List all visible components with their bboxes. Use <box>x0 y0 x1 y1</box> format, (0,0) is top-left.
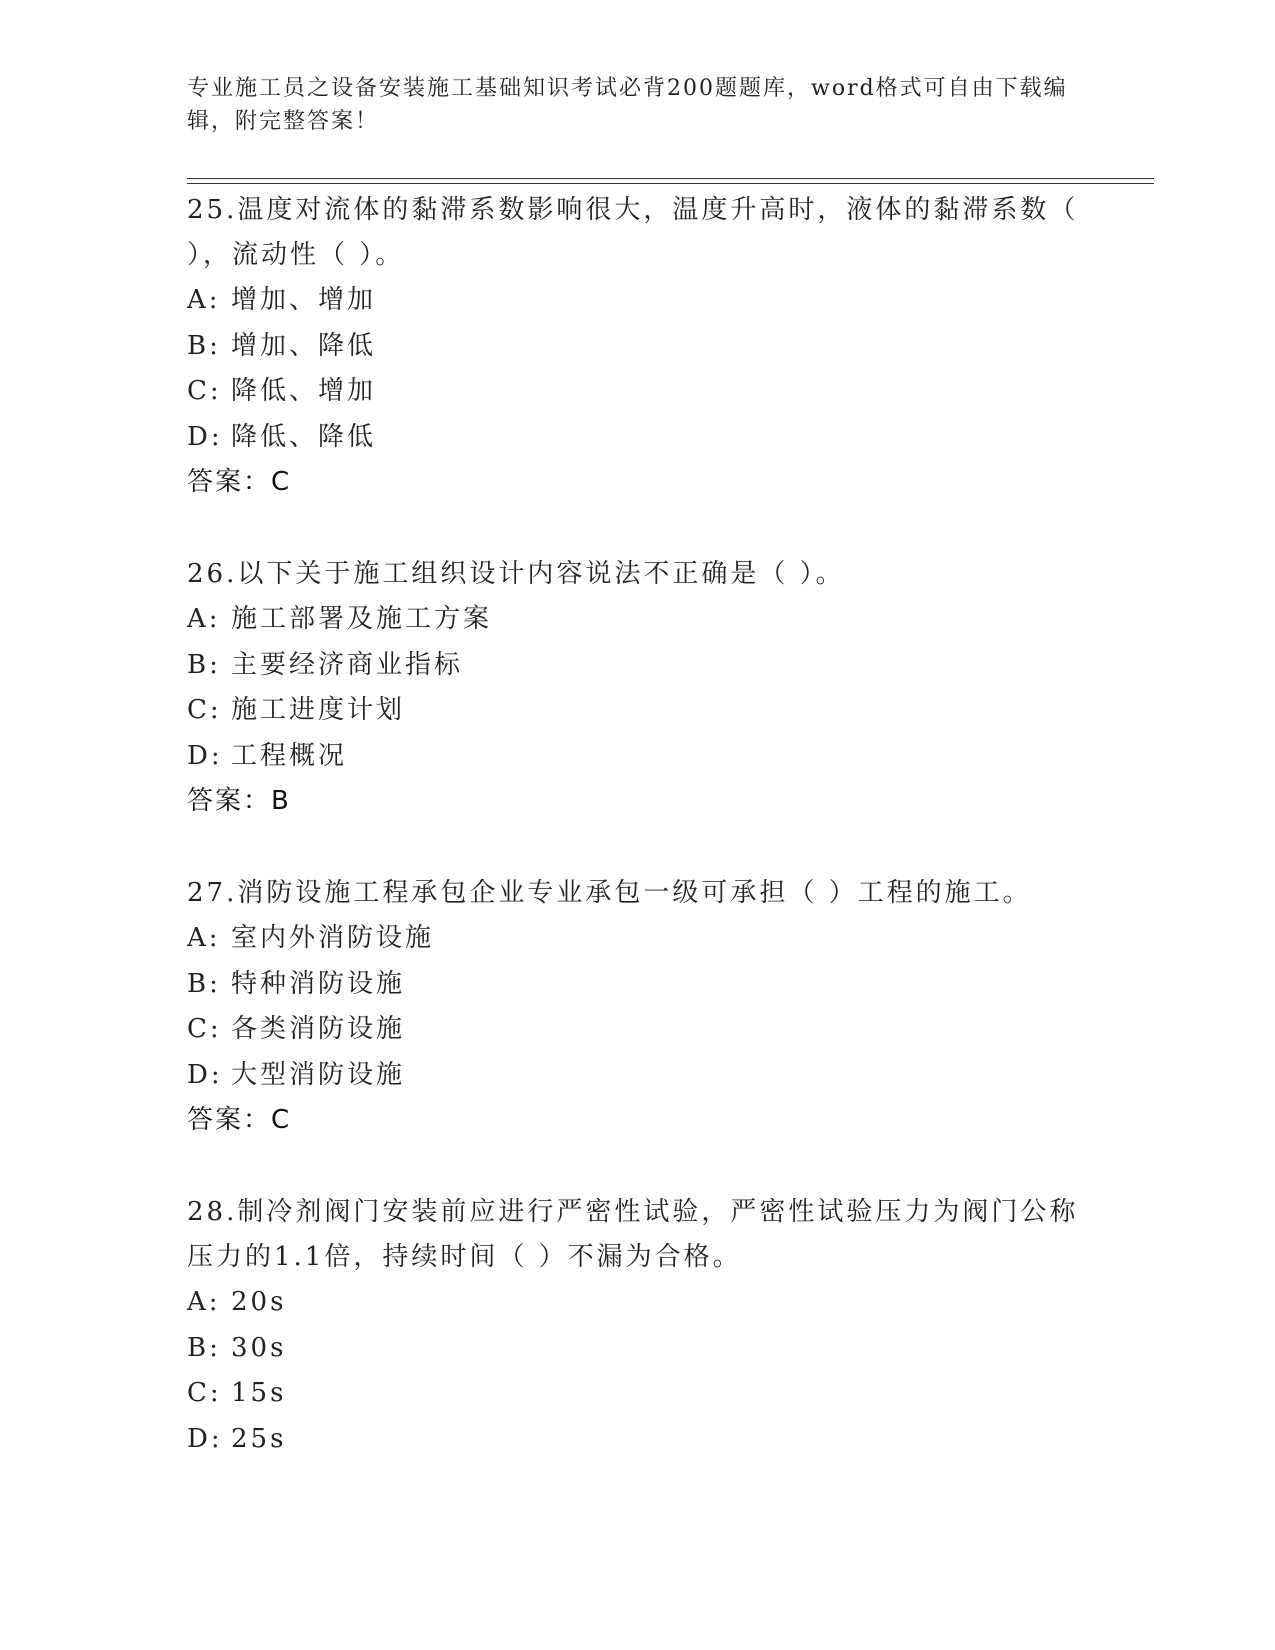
option-letter: D: <box>187 1423 223 1454</box>
option-d <box>187 415 1087 461</box>
option-d <box>187 1053 1087 1099</box>
document-header: 专业施工员之设备安装施工基础知识考试必背200题题库，word格式可自由下载编辑，附完整答案！ <box>187 76 1068 134</box>
answer-line: 答案：C <box>187 1105 292 1135</box>
option-text: 20s <box>231 1287 287 1317</box>
header-divider-bottom <box>187 183 1154 184</box>
option-text: 大型消防设施 <box>231 1059 406 1090</box>
option-letter: A: <box>187 1287 221 1317</box>
option-text: 降低、增加 <box>231 376 377 406</box>
option-letter: D: <box>187 740 223 771</box>
question-text: 26.以下关于施工组织设计内容说法不正确是（ ）。 <box>187 559 845 589</box>
option-text: 增加、降低 <box>231 330 377 361</box>
question-text: 28.制冷剂阀门安装前应进行严密性试验，严密性试验压力为阀门公称压力的1.1倍，持续时间（ ）不漏为合格。 <box>187 1197 1079 1272</box>
option-d <box>187 734 1087 780</box>
option-letter: C: <box>187 695 222 725</box>
option-text: 各类消防设施 <box>231 1014 406 1044</box>
option-c <box>187 1007 1087 1053</box>
option-text: 25s <box>231 1423 287 1454</box>
option-a <box>187 597 1087 643</box>
option-b <box>187 324 1087 370</box>
option-text: 施工进度计划 <box>231 695 406 725</box>
option-c <box>187 369 1087 415</box>
option-text: 增加、增加 <box>231 285 377 315</box>
question-text: 25.温度对流体的黏滞系数影响很大，温度升高时，液体的黏滞系数（ ），流动性（ ）。 <box>187 195 1079 270</box>
option-letter: A: <box>187 604 221 634</box>
header-divider-top <box>187 178 1154 179</box>
option-c <box>187 688 1087 734</box>
option-c <box>187 1371 1087 1417</box>
option-text: 工程概况 <box>231 740 348 771</box>
option-letter: C: <box>187 1014 222 1044</box>
option-letter: B: <box>187 649 221 680</box>
option-text: 主要经济商业指标 <box>231 649 464 680</box>
option-b <box>187 643 1087 689</box>
option-text: 30s <box>231 1332 287 1363</box>
option-b <box>187 962 1087 1008</box>
option-a <box>187 1280 1087 1326</box>
option-b <box>187 1326 1087 1372</box>
option-letter: D: <box>187 1059 223 1090</box>
option-text: 15s <box>231 1378 287 1408</box>
option-text: 特种消防设施 <box>231 968 406 999</box>
question-25 <box>187 188 1087 505</box>
option-a <box>187 278 1087 324</box>
option-d <box>187 1417 1087 1463</box>
option-letter: B: <box>187 330 221 361</box>
question-27 <box>187 871 1087 1143</box>
option-text: 室内外消防设施 <box>231 923 435 953</box>
answer-line: 答案：C <box>187 467 292 497</box>
option-letter: D: <box>187 421 223 452</box>
question-28 <box>187 1190 1087 1462</box>
option-text: 施工部署及施工方案 <box>231 604 493 634</box>
option-letter: C: <box>187 1378 222 1408</box>
question-text: 27.消防设施工程承包企业专业承包一级可承担（ ）工程的施工。 <box>187 878 1032 908</box>
answer-line: 答案：B <box>187 786 291 816</box>
option-letter: A: <box>187 923 221 953</box>
option-text: 降低、降低 <box>231 421 377 452</box>
question-26 <box>187 552 1087 824</box>
option-letter: B: <box>187 968 221 999</box>
option-letter: B: <box>187 1332 221 1363</box>
option-letter: A: <box>187 285 221 315</box>
option-letter: C: <box>187 376 222 406</box>
option-a <box>187 916 1087 962</box>
